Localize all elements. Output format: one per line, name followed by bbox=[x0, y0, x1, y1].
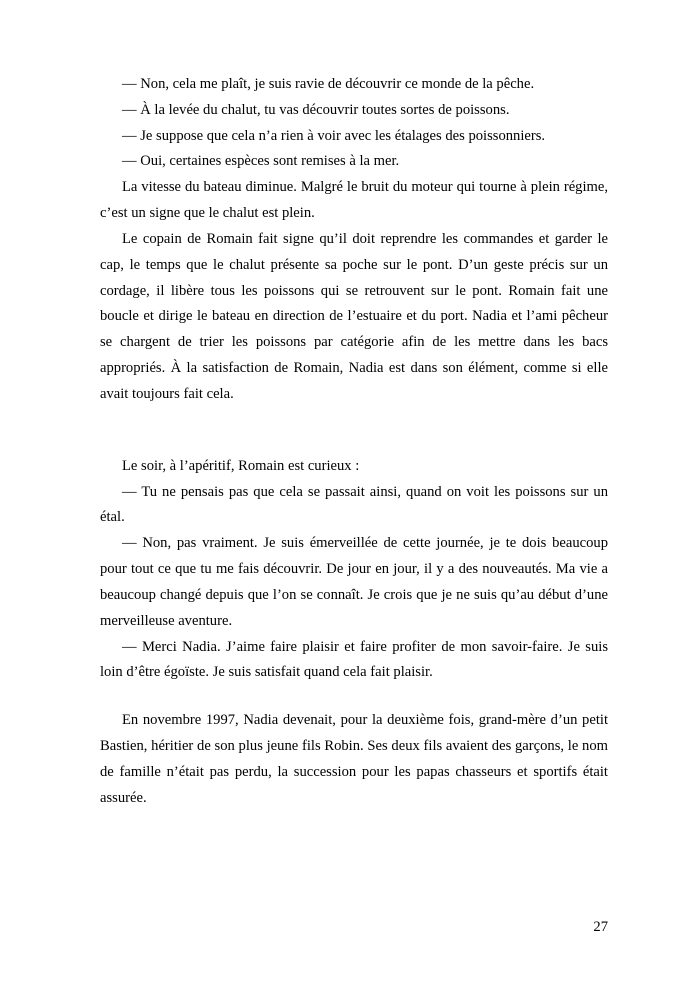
paragraph: — Je suppose que cela n’a rien à voir avec les étalages des poissonniers. bbox=[122, 127, 546, 144]
paragraph: Le copain de Romain fait signe qu’il doit reprendre les commandes et garder le cap, le temps que le chalut présente sa poche sur le pont. D’un geste précis sur un cordage, il libère tous les poissons qui se retrouvent sur le pont. Romain fait une boucle et dirige le bateau en direction de l’estuaire et du port. Nadia et l’ami pêcheur se chargent de trier les poissons par catégorie afin de les mettre dans les bacs appropriés. À la satisfaction de Romain, Nadia est dans son élément, comme si elle avait toujours fait cela. bbox=[100, 230, 608, 402]
block-separator bbox=[100, 408, 608, 454]
page-text-body bbox=[100, 72, 608, 812]
paragraph: — Non, pas vraiment. Je suis émerveillée de cette journée, je te dois beaucoup pour tout ce que tu me fais découvrir. De jour en jour, il y a des nouveautés. Ma vie a beaucoup changé depuis que l’on se connaît. Je crois que je ne suis qu’au début d’une merveilleuse aventure. bbox=[100, 535, 608, 629]
text-block-1 bbox=[100, 72, 608, 408]
paragraph: La vitesse du bateau diminue. Malgré le bruit du moteur qui tourne à plein régime, c’est un signe que le chalut est plein. bbox=[100, 179, 608, 222]
paragraph: — À la levée du chalut, tu vas découvrir toutes sortes de poissons. bbox=[122, 101, 510, 118]
text-block-3 bbox=[100, 708, 608, 811]
block-separator bbox=[100, 686, 608, 708]
paragraph: Le soir, à l’apéritif, Romain est curieux : bbox=[122, 457, 360, 474]
page-number: 27 bbox=[593, 919, 608, 935]
paragraph: — Merci Nadia. J’aime faire plaisir et faire profiter de mon savoir-faire. Je suis loin d’être égoïste. Je suis satisfait quand cela fait plaisir. bbox=[100, 638, 608, 681]
paragraph: — Non, cela me plaît, je suis ravie de découvrir ce monde de la pêche. bbox=[122, 76, 535, 92]
text-block-2 bbox=[100, 454, 608, 686]
paragraph: En novembre 1997, Nadia devenait, pour la deuxième fois, grand-mère d’un petit Bastien, héritier de son plus jeune fils Robin. Ses deux fils avaient des garçons, le nom de famille n’était pas perdu, la succession pour les papas chasseurs et sportifs était assurée. bbox=[100, 712, 608, 806]
paragraph: — Oui, certaines espèces sont remises à la mer. bbox=[122, 153, 400, 170]
paragraph: — Tu ne pensais pas que cela se passait ainsi, quand on voit les poissons sur un étal. bbox=[100, 483, 608, 526]
